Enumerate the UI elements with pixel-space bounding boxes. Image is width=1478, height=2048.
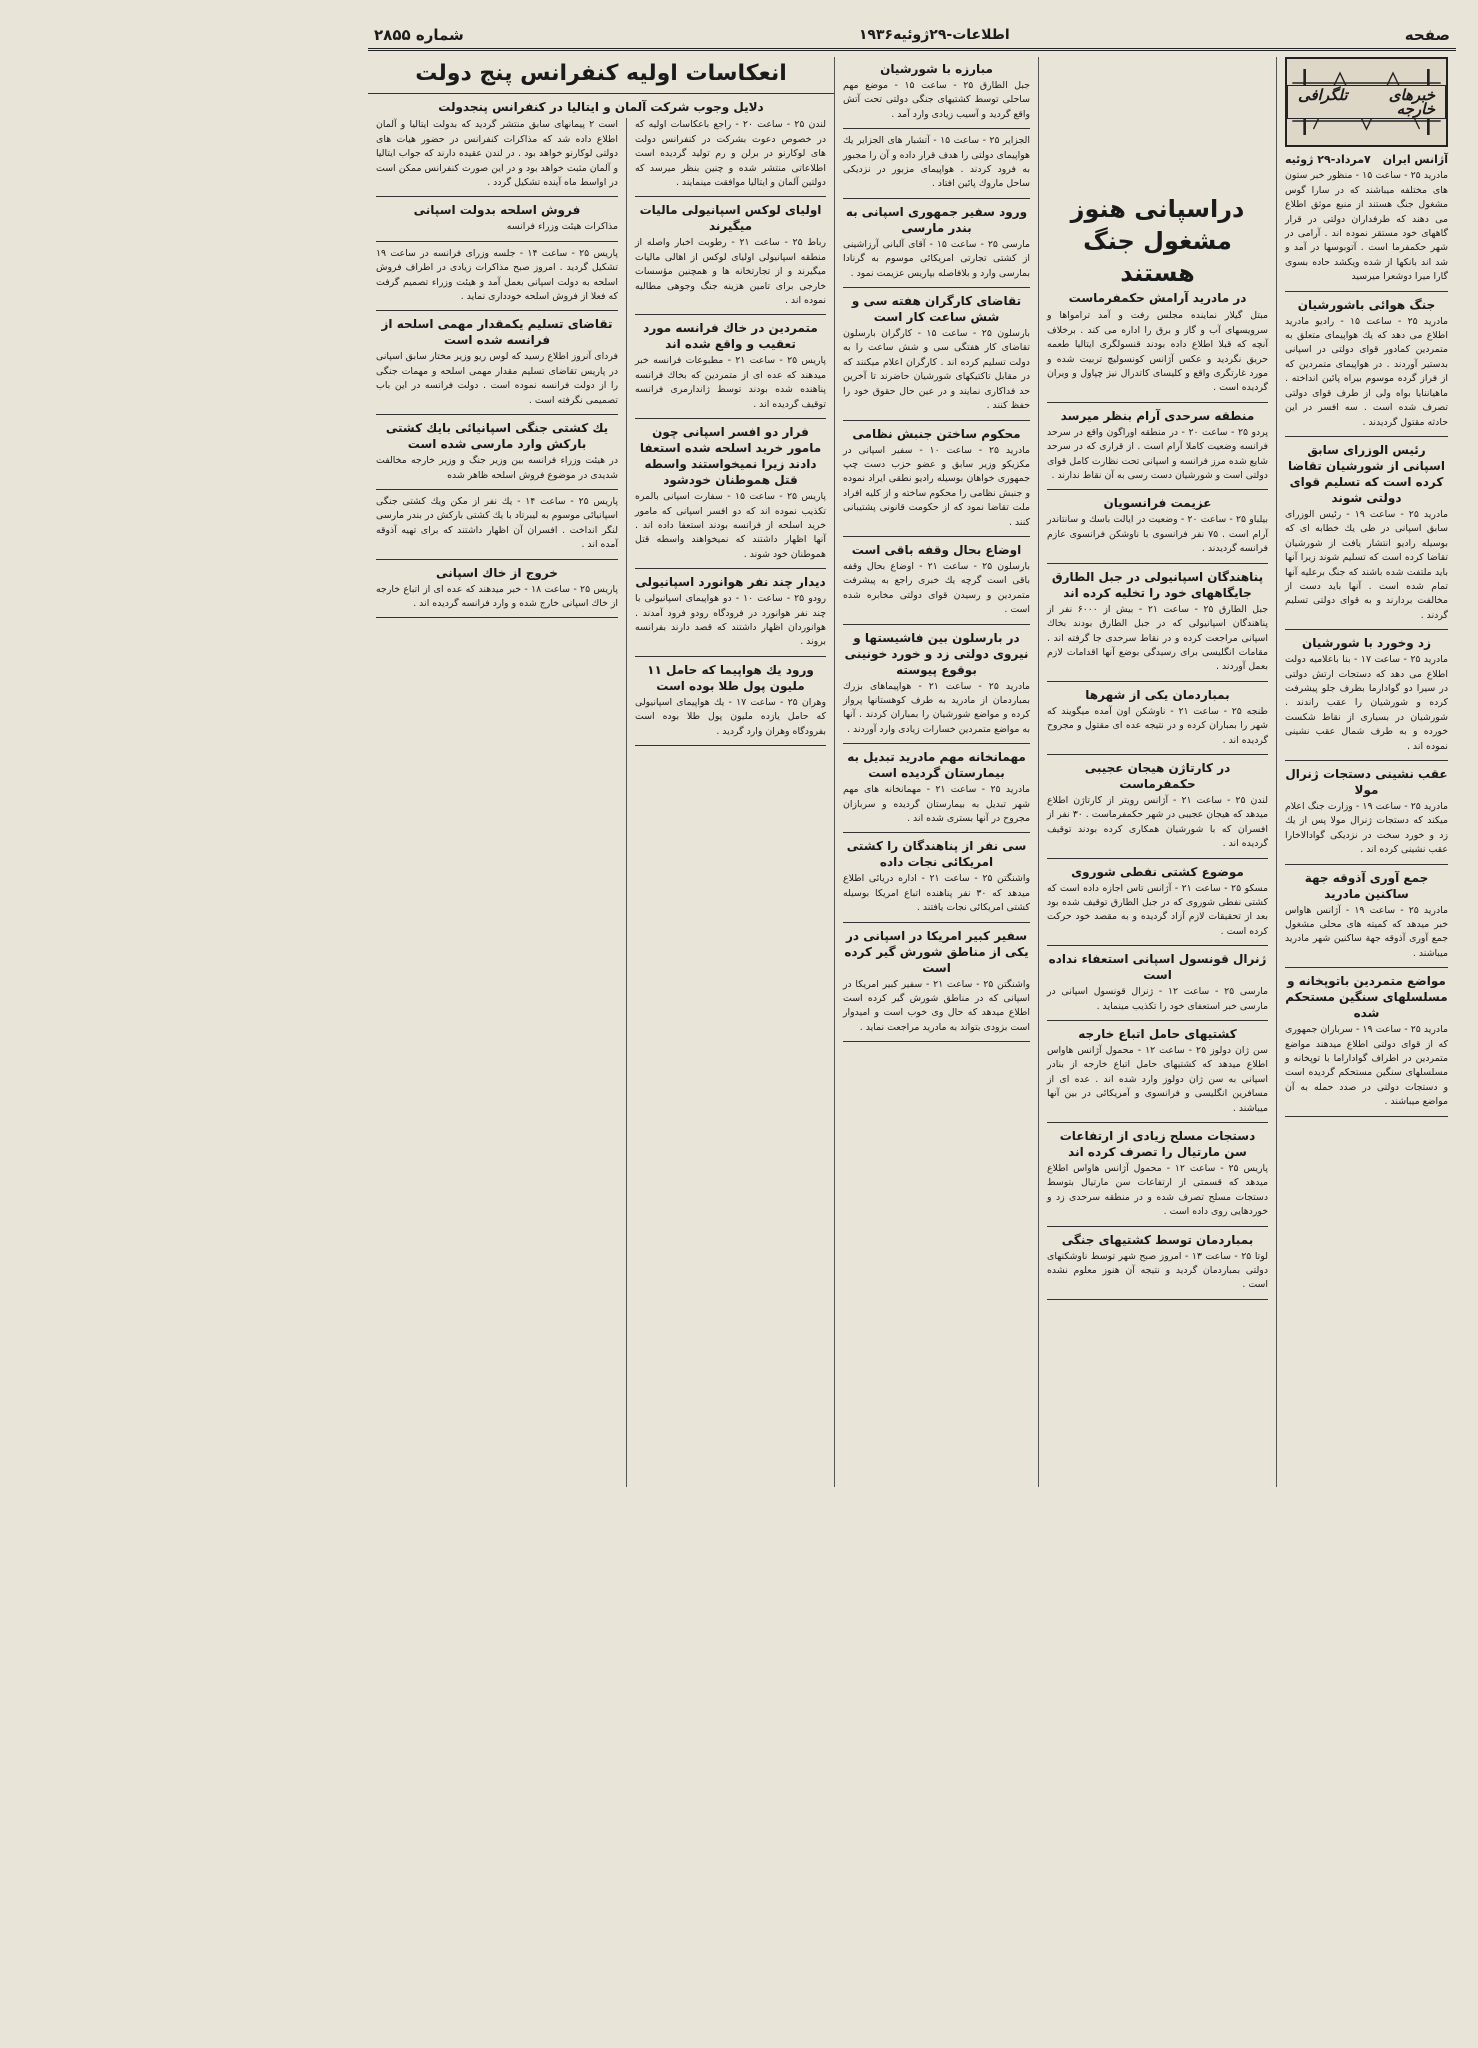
section-logo-label: خبرهای تلگرافی خارجه	[1287, 85, 1446, 120]
article-body: جبل الطارق ۲۵ - ساعت ۲۱ - بیش از ۶۰۰۰ نفر از پناهندگان اسپانیولی که در جبل الطارق بودند بخاك اسپانی مراجعت کرده و در نقاط سرحدی جا گرفته اند . مقامات انگلیسی برای رسیدگی بوضع آنها اقدامات لازم بعمل آوردند .	[1047, 603, 1269, 673]
article	[1047, 951, 1268, 1014]
article	[843, 749, 1030, 826]
article-headline: کشتیهای حامل اتباع خارجه	[1078, 1027, 1237, 1041]
article-body: الجزایر ۲۵ - ساعت ۱۵ - آتشبار های الجزایر یك هواپیمای دولتی را هدف قرار داده و آن را مجبور به فرود کردند . هواپیمای مزبور در نزدیکی ساحل ماروك پائین افتاد .	[843, 135, 1030, 190]
article	[843, 542, 1030, 618]
article-body: مادرید ۲۵ - ساعت ۱۹ - وزارت جنگ اعلام میکند که دستجات ژنرال مولا پس از یك زد و خورد سخت در نزدیکی گوادالاخارا عقب نشینی کرده اند .	[1285, 801, 1448, 856]
article	[843, 426, 1030, 530]
article-divider	[843, 1041, 1030, 1042]
dateline-date: ۷مرداد-۲۹ ژوئیه	[1285, 153, 1371, 166]
article-headline: مهمانخانه مهم مادرید تبدیل به بیمارستان گردیده است	[847, 750, 1026, 781]
article-divider	[635, 568, 826, 569]
article-body: مسکو ۲۵ - ساعت ۲۱ - آژانس تاس اجازه داده است که کشتی نفطی شوروی که در جبل الطارق توقیف شده بود بعد از تحقیقات لازم آزاد گردیده و به مقصد خود حرکت کرده است .	[1047, 882, 1269, 937]
article	[843, 61, 1030, 122]
article-body: مذاکرات هیئت وزراء فرانسه	[506, 221, 618, 233]
article	[1047, 1232, 1268, 1293]
article-divider	[1285, 291, 1448, 292]
article-divider	[843, 128, 1030, 129]
article-body: مادرید ۲۵ - ساعت ۱۰ - سفیر اسپانی در مکزیکو وزیر سابق و عضو حزب دست چپ جمهوری خواهان بوسیله رادیو نطقی ایراد نموده و جنبش نظامی را محکوم ساخته و از کلیه افراد ملت تقاضا نمود که از حکومت قانونی پشتیبانی کنند .	[843, 444, 1030, 528]
article	[1285, 870, 1448, 962]
column-4	[1038, 57, 1276, 1487]
article-body: لندن ۲۵ - ساعت ۲۰ - راجع باعکاسات اولیه که در خصوص دعوت بشرکت در کنفرانس دولت های لوکارنو در برلن و رم تولید گردیده است اطلاعاتی منتشر شده و چنین بنظر میرسد که دولتین آلمان و ایتالیا موافقت مینمایند .	[635, 119, 826, 189]
column-3	[834, 57, 1038, 1487]
issue-number: شماره ۲۸۵۵	[374, 26, 464, 44]
issue-date: اطلاعات-۲۹ژوئیه۱۹۳۶	[858, 27, 1010, 43]
article-divider	[635, 656, 826, 657]
article-headline: ورود یك هواپیما که حامل ۱۱ ملیون پول طلا بوده است	[647, 662, 814, 693]
conference-subhead: دلایل وجوب شرکت آلمان و ایتالیا در کنفرانس پنجدولت	[438, 100, 764, 114]
article	[635, 662, 826, 739]
article-divider	[1047, 489, 1268, 490]
article	[1285, 766, 1448, 858]
article-divider	[635, 196, 826, 197]
article-divider	[376, 489, 618, 490]
columns	[368, 57, 1456, 1487]
article-body: رودو ۲۵ - ساعت ۱۰ - دو هواپیمای اسپانیولی با چند نفر هوانورد در فرودگاه رودو فرود آمدند . هوانوردان اظهار داشتند که قصد دارند بفرانسه بروند .	[635, 593, 826, 648]
article-body: جبل الطارق ۲۵ - ساعت ۱۵ - موضع مهم ساحلی توسط کشتیهای جنگی دولتی تحت آتش واقع گردید و آسیب زیادی وارد آمد .	[843, 80, 1030, 120]
article-divider	[1047, 563, 1268, 564]
article-headline: یك کشتی جنگی اسپانیائی بایك کشتی بارکش وارد مارسی شده است	[385, 421, 609, 452]
column-5-articles	[1285, 169, 1448, 1116]
article-body: واشنگتن ۲۵ - ساعت ۲۱ - سفیر کبیر امریکا در اسپانی که در مناطق شورش گیر کرده است اطلاع میدهد که حال وی خوب است و امیدوار است بزودی بتواند به مادرید مراجعت نماید .	[843, 978, 1030, 1033]
article-divider	[843, 198, 1030, 199]
dateline	[1285, 153, 1448, 167]
article-headline: دیدار چند نفر هوانورد اسپانیولی	[635, 575, 826, 590]
article-headline: بمباردمان توسط کشتیهای جنگی	[1061, 1232, 1254, 1247]
article-divider	[376, 617, 618, 618]
column-3-articles	[843, 61, 1030, 1042]
column-5	[1276, 57, 1456, 1487]
article	[843, 293, 1030, 413]
article-headline: خروج از خاك اسپانی	[436, 565, 558, 580]
article	[1047, 760, 1268, 852]
article-divider	[376, 414, 618, 415]
article	[843, 838, 1030, 915]
article	[1285, 635, 1448, 754]
article-headline: بمباردمان یکی از شهرها	[1085, 687, 1230, 702]
article-divider	[1047, 945, 1268, 946]
article-body: لندن ۲۵ - ساعت ۲۱ - آژانس رویتر از کارتاژن اطلاع میدهد که هیجان عجیبی در شهر حکمفرماست . ۳۰ نفر از افسران که با شورشیان همکاری کرده بودند توقیف گردیده اند .	[1047, 794, 1268, 850]
article-headline: اولیای لوکس اسپانیولی مالیات میگیرند	[639, 203, 822, 234]
article-divider	[843, 624, 1030, 625]
dateline-source: آژانس ایران	[1382, 153, 1448, 166]
article-divider	[1047, 858, 1268, 859]
page-label: صفحه	[1404, 26, 1450, 44]
article-body: بارسلون ۲۵ - ساعت ۱۵ - کارگران بارسلون تقاضای کار هفتگی سی و شش ساعت را به دولت تسلیم کرده اند . کارگران اعلام میکنند که در مقابل تاکتیکهای شورشیان حاضرند تا آخرین حد فداکاری نمایند و در عین حال حقوق خود را حفظ کنند .	[843, 328, 1030, 412]
column-2	[626, 118, 834, 1487]
article-body: مادرید ۲۵ - ساعت ۲۱ - مهمانخانه های مهم شهر تبدیل به بیمارستان گردیده و سربازان مجروح در آنها بستری شده اند .	[843, 784, 1031, 824]
article	[1285, 169, 1448, 284]
article	[1047, 1128, 1268, 1220]
article-divider	[1047, 1299, 1268, 1300]
article-headline: اوضاع بحال وقفه باقی است	[851, 542, 1022, 557]
article	[1047, 569, 1268, 675]
main-subhead: در مادرید آرامش حکمفرماست	[1068, 291, 1247, 305]
article-headline: مبارزه با شورشیان	[880, 62, 993, 76]
article	[376, 495, 618, 553]
article-body: فردای آنروز اطلاع رسید که لوس ریو وزیر مختار سابق اسپانی در پاریس تقاضای تسلیم مقدار مهمی اسلحه و مهمات جنگی را از دولت فرانسه نموده است . دولت فرانسه در این باب تصمیمی نگرفته است .	[376, 351, 618, 406]
article	[843, 204, 1030, 281]
article	[376, 202, 618, 234]
article-divider	[376, 310, 618, 311]
article-headline: در بارسلون بین فاشیستها و نیروی دولتی زد و خورد خونینی بوقوع پیوسته	[844, 630, 1029, 677]
article-divider	[843, 743, 1030, 744]
article	[376, 247, 618, 305]
article-divider	[843, 536, 1030, 537]
article-body: رباط ۲۵ - ساعت ۲۱ - رطوبت اخبار واصله از منطقه اسپانیولی اولیای لوکس از اهالی مالیات میگیرند و از تجارتخانه ها و همچنین مؤسسات خارجی برای تامین هزینه جنگ وجوهی مطالبه نموده اند .	[635, 237, 826, 307]
article-body: پاریس ۲۵ - ساعت ۱۲ - محمول آژانس هاواس اطلاع میدهد که قسمتی از ارتفاعات سن مارتیال بتوسط دستجات مسلح تصرف شده و در منطقه سرحدی زد و خوردهایی روی داده است .	[1047, 1163, 1268, 1218]
article-divider	[376, 241, 618, 242]
article	[635, 320, 826, 412]
article-divider	[635, 314, 826, 315]
article-divider	[1285, 436, 1448, 437]
article-body: لوتا ۲۵ - ساعت ۱۳ - امروز صبح شهر توسط ناوشکنهای دولتی بمباردمان گردید و نتیجه آن هنوز معلوم نشده است .	[1047, 1250, 1268, 1291]
article	[1047, 495, 1268, 556]
article-body: سن ژان دولوز ۲۵ - ساعت ۱۲ - محمول آژانس هاواس اطلاع میدهد که کشتیهای حامل اتباع خارجه از بنادر اسپانی به سن ژان دولوز وارد شده اند . عده ای از مسافرین انگلیسی و فرانسوی و آمریکائی در بین آنها میباشند .	[1047, 1045, 1268, 1114]
article	[1047, 309, 1268, 395]
article-headline: زد وخورد با شورشیان	[1302, 636, 1431, 651]
article-headline: منطقه سرحدی آرام بنظر میرسد	[1060, 408, 1255, 423]
article-body: وهران ۲۵ - ساعت ۱۷ - یك هواپیمای اسپانیولی که حامل یازده ملیون پول طلا بوده است بفرودگاه وهران وارد گردید .	[635, 696, 826, 737]
article	[635, 574, 826, 650]
article-headline: تقاضای کارگران هفته سی و شش ساعت کار است	[851, 294, 1022, 325]
article-body: پاریس ۲۵ - ساعت ۱۸ - خبر میدهند که عده ای از اتباع خارجه از خاك اسپانی خارج شده و وارد فرانسه گردیده اند .	[376, 583, 618, 609]
article-body: پردو ۲۵ - ساعت ۲۰ - در منطقه اوراگون واقع در سرحد فرانسه وضعیت کاملا آرام است . از قراری که در سرحد شایع شده مرز فرانسه و اسپانی تحت نظارت کامل قوای دولتی است و شورشیان دست رسی به آن نقاط ندارند .	[1047, 426, 1269, 482]
article-divider	[843, 420, 1030, 421]
article	[843, 134, 1030, 192]
article	[1047, 408, 1268, 484]
conference-headline: انعکاسات اولیه کنفرانس پنج دولت	[368, 59, 834, 94]
newspaper-page	[346, 0, 1478, 1568]
article-divider	[843, 832, 1030, 833]
article-headline: فرار دو افسر اسپانی چون مامور خرید اسلحه شده استعفا دادند زیرا نمیخواستند واسطه قتل هموطنان خودشود	[639, 425, 822, 488]
article-body: مادرید ۲۵ - ساعت ۱۷ - بنا باعلامیه دولت اطلاع می دهد که دستجات ارتش دولتی در سیرا دو گوادارما بطرف جلو پیشرفت کرده و شورشیان را عقب راندند . شورشیان در بسیاری از نقاط شکست خورده و به طرف شمال عقب نشینی نموده اند .	[1285, 654, 1448, 752]
article-body: بیلباو ۲۵ - ساعت ۲۰ - وضعیت در ایالت باسك و سانتاندر آرام است . ۷۵ نفر فرانسوی با ناوشکن فرانسوی عازم فرانسه گردیدند .	[1047, 514, 1268, 555]
article-divider	[376, 196, 618, 197]
article-body: مادرید ۲۵ - ساعت ۱۹ - رئیس الوزرای سابق اسپانی در طی یك خطابه ای که بوسیله رادیو انتشار یافت از شورشیان تقاضا کرده است که تسلیم شوند زیرا آنها باید ملتفت شده باشند که جنگ برعلیه آنها تمام شده است . آنها باید دست از مخالفت بردارند و به قوای دولتی تسلیم گردند .	[1285, 508, 1449, 621]
article-body: پاریس ۲۵ - ساعت ۱۴ - جلسه وزرای فرانسه در ساعت ۱۹ تشکیل گردید . امروز صبح مذاکرات زیادی در اطراف فروش اسلحه به دولت اسپانی بعمل آمد و هیئت وزراء تصمیم گرفت که فعلا از فروش اسلحه خودداری نماید .	[376, 247, 618, 303]
article	[1047, 1026, 1268, 1116]
article-headline: دستجات مسلح زیادی از ارتفاعات سن مارتیال را تصرف کرده اند	[1059, 1129, 1256, 1160]
masthead	[368, 26, 1456, 51]
article-divider	[1285, 760, 1448, 761]
article	[1285, 297, 1448, 430]
article-divider	[1285, 1116, 1448, 1117]
article-body: پاریس ۲۵ - ساعت ۱۴ - یك نفر از مکن ویك کشتی جنگی اسپانیائی موسوم به لیبرتاد با یك کشتی بارکش در بندر مارسی لنگر انداخت . افسران آن اظهار داشتند که برای تهیه آذوقه آمده اند .	[376, 495, 618, 551]
article-headline: سی نفر از پناهندگان را کشتی امریکائی نجات داده	[846, 839, 1027, 870]
article-body: پاریس ۲۵ - ساعت ۲۱ - مطبوعات فرانسه خبر میدهند که عده ای از متمردین که بخاك فرانسه پناهنده شده بودند توسط ژاندارمری فرانسه توقیف گردیده اند .	[635, 355, 826, 410]
article	[635, 202, 826, 308]
article-body: مبتل گیلار نماینده مجلس رفت و آمد ترامواها و سرویسهای آب و گاز و برق را اداره می کند . برخلاف آنچه که قبلا اطلاع داده بودند قنسولگری ایتالیا طعمه حریق نگردید و عکس آژانس کونسولیچ تربیت شده و مورد غارتگری واقع و کلیسای کاتدرال نیز چپاول و ویران گردیده است .	[1047, 310, 1268, 394]
article	[635, 118, 826, 190]
article-headline: عزیمت فرانسویان	[1103, 496, 1212, 511]
article-body: مادرید ۲۵ - ساعت ۱۹ - آژانس هاواس خبر میدهد که کمیته های محلی مشغول جمع آوری آذوقه جهة ساکنین شهر مادرید میباشند .	[1285, 904, 1449, 959]
article-body: مادرید ۲۵ - ساعت ۱۹ - سرباران جمهوری که از قوای دولتی اطلاع میدهند مواضع متمردین در اطراف گواداراما با توپخانه و مسلسلهای سنگین مستحکم گردیده است و دستجات دولتی در صدد حمله به آن مواضع میباشند .	[1285, 1024, 1448, 1108]
article-body: پاریس ۲۵ - ساعت ۱۵ - سفارت اسپانی بالمره تکذیب نموده اند که دو افسر اسپانی که مامور خرید اسلحه از فرانسه بودند استعفا داده اند . آنها اظهار داشتند که نمیخواهند واسطه قتل هموطنان خود شوند .	[635, 491, 826, 560]
article-headline: محکوم ساختن جنبش نظامی	[852, 426, 1021, 441]
article-divider	[843, 287, 1030, 288]
article-divider	[1285, 629, 1448, 630]
article	[843, 630, 1030, 738]
article	[1285, 442, 1448, 623]
article-headline: مواضع متمردین باتوپخانه و مسلسلهای سنگین مستحکم شده	[1285, 974, 1448, 1021]
article-body: مادرید ۲۵ - ساعت ۲۱ - هواپیماهای بزرك بمباردمان از مادرید به طرف کوهستانها پرواز کرده و مواضع شورشیان را بمباران کردند . آنها به مواضع متمردین خسارات زیادی وارد آوردند .	[843, 680, 1030, 735]
article-body: مادرید ۲۵ - ساعت ۱۵ - رادیو مادرید اطلاع می دهد که یك هواپیمای متعلق به متمردین کمادور قوای دولتی در اسپانی بدستیر آوردند . در هواپیمای متمردین که از فراز گرده موسوم بیراه پائین انداخته . ماهیاننایا بواه ولی از طرف قوای دولتی تصرف شده است . سه افسر در این حادثه مقتول گردیدند .	[1285, 315, 1449, 428]
article-divider	[1047, 1226, 1268, 1227]
article	[1285, 973, 1448, 1109]
article-headline: ژنرال قونسول اسپانی استعفاء نداده است	[1048, 952, 1267, 983]
article	[1047, 687, 1268, 748]
article-body: مارسی ۲۵ - ساعت ۱۲ - ژنرال قونسول اسپانی در مارسی خبر استعفای خود را تکذیب مینماید .	[1047, 986, 1269, 1012]
article-body: مادرید ۲۵ - ساعت ۱۵ - منظور خبر ستون های مختلفه میباشند که در سارا گوس مشغول جنگ هستند از منبع موثق اطلاع می دهند که طرفداران دولتی در قرار گاههای خود مستقر نموده اند . آرامی در شهر حکمفرما است . آتوبوسها در آمد و شد اند بانکها از شده ویکشد حاده بسوی گارا میرا دوشعرا میرسید	[1285, 170, 1448, 283]
article	[376, 118, 618, 190]
article-headline: رئیس الوزرای سابق اسپانی از شورشیان تقاضا کرده است که تسلیم قوای دولتی شوند	[1288, 442, 1445, 505]
article-divider	[376, 559, 618, 560]
column-1-articles	[376, 118, 618, 618]
article-body: مارسی ۲۵ - ساعت ۱۵ - آقای آلبانی آرزاشینی از کشتی تجارتی امریکائی موسوم به گرنادا بمارسی وارد و بلافاصله بپاریس عزیمت نمود .	[843, 238, 1030, 279]
article-divider	[635, 745, 826, 746]
article	[843, 928, 1030, 1036]
article	[376, 420, 618, 483]
article-headline: سفیر کبیر امریکا در اسپانی در یکی از مناطق شورش گیر کرده است	[844, 928, 1029, 975]
article-body: واشنگتن ۲۵ - ساعت ۲۱ - اداره دریائی اطلاع میدهد که ۳۰ نفر پناهنده اتباع امریکا بوسیله کشتی امریکائی نجات یافتند .	[843, 873, 1030, 914]
article-body: در هیئت وزراء فرانسه بین وزیر جنگ و وزیر خارجه مخالفت شدیدی در موضوع فروش اسلحه ظاهر شده	[376, 455, 618, 481]
column-2-articles	[635, 118, 826, 746]
article-body: طنجه ۲۵ - ساعت ۲۱ - ناوشکن اون آمده میگویند که شهر را بمباران کرده و در نتیجه عده ای مقتول و مجروح گردیده اند .	[1047, 705, 1268, 746]
article-headline: پناهندگان اسپانیولی در جبل الطارق جایگاههای خود را تخلیه کرده اند	[1051, 569, 1264, 600]
article-divider	[1047, 681, 1268, 682]
article-divider	[1047, 1020, 1268, 1021]
article-divider	[843, 922, 1030, 923]
conference-section	[368, 57, 834, 1487]
column-1	[368, 118, 626, 1487]
article-headline: موضوع کشتی نفطی شوروی	[1071, 864, 1244, 879]
article-headline: فروش اسلحه بدولت اسپانی	[413, 203, 581, 218]
article	[376, 565, 618, 612]
article-headline: تقاضای تسلیم یکمقدار مهمی اسلحه از فرانسه شده است	[381, 317, 613, 348]
article-headline: متمردین در خاك فرانسه مورد تعقیب و واقع شده اند	[643, 321, 818, 352]
article-headline: جمع آوری آذوقه جهة ساکنین مادرید	[1304, 870, 1429, 901]
article-headline: در کارتاژن هیجان عجیبی حکمفرماست	[1084, 760, 1231, 791]
section-logo	[1285, 57, 1448, 147]
article-divider	[1047, 402, 1268, 403]
article-divider	[1047, 754, 1268, 755]
article-body: است ۲ پیمانهای سابق منتشر گردید که بدولت ایتالیا و آلمان اطلاع داده شد که مذاکرات کنفرانس در حضور هیات های دولتی لوکارنو خواهد بود . در لندن عقیده دارند که جواب ایتالیا و آلمان مثبت خواهد بود و در این صورت کنفرانس ممکن است در اواسط ماه آینده تشکیل گردد .	[376, 119, 618, 189]
article	[1047, 864, 1268, 940]
article	[376, 316, 618, 408]
column-4-articles	[1047, 309, 1268, 1299]
article-divider	[635, 418, 826, 419]
article-divider	[1285, 864, 1448, 865]
article-divider	[1285, 967, 1448, 968]
article-body: بارسلون ۲۵ - ساعت ۲۱ - اوضاع بحال وقفه باقی است گرچه یك خبری راجع به پیشرفت متمردین و رسیدن قوای دولتی مخابره شده است .	[843, 560, 1030, 616]
article	[635, 424, 826, 562]
article-headline: جنگ هوائی باشورشیان	[1297, 297, 1436, 312]
article-headline: عقب نشینی دستجات ژنرال مولا	[1285, 767, 1448, 797]
main-headline: دراسپانی هنوز مشغول جنگ هستند	[1070, 195, 1245, 287]
article-divider	[1047, 1122, 1268, 1123]
article-headline: ورود سفیر جمهوری اسپانی به بندر مارسی	[845, 204, 1028, 235]
